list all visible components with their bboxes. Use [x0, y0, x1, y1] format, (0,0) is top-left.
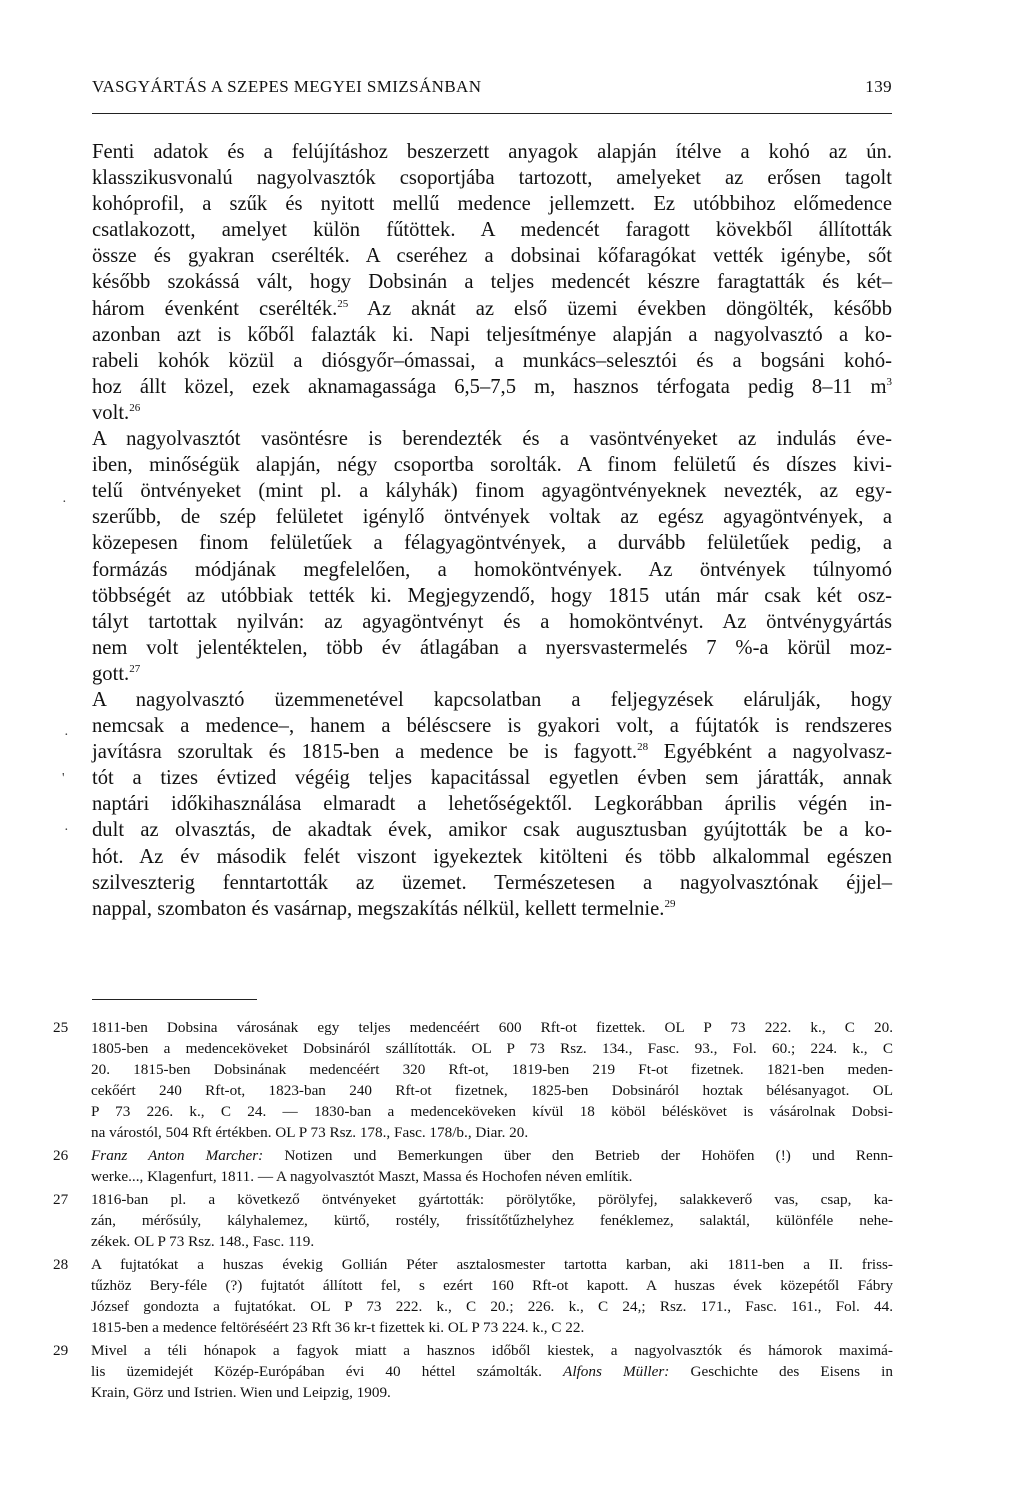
footnote-line: zékek. OL P 73 Rsz. 148., Fasc. 119. — [91, 1233, 315, 1250]
author-name: Franz Anton Marcher: — [91, 1147, 264, 1164]
footnote — [53, 1254, 893, 1338]
body-text-run: össze és gyakran cserélték. A cseréhez a dobsinai kőfaragókat vették igénybe, sőt — [92, 245, 892, 268]
body-line — [92, 400, 892, 426]
footnote-ref: 25 — [337, 297, 349, 310]
footnote-number: 25 — [53, 1019, 69, 1036]
footnote-line: lis üzemidejét Közép-Európában évi 40 héttel számolták. Alfons Müller: Geschichte des Eisens in — [91, 1363, 893, 1380]
footnote-ref: 26 — [129, 401, 141, 414]
body-text-run: dult az olvasztás, de akadtak évek, amikor csak augusztusban gyújtották be a ko- — [92, 819, 892, 842]
body-text-run: javításra szorultak és 1815-ben a medence be is fagyott. — [92, 741, 638, 764]
body-line — [92, 609, 892, 635]
footnote-ref: 28 — [637, 741, 649, 754]
running-header — [92, 77, 892, 101]
margin-mark: · — [64, 823, 69, 838]
body-line — [92, 296, 892, 322]
body-line — [92, 557, 892, 583]
body-line — [92, 322, 892, 348]
body-line — [92, 452, 892, 478]
body-line — [92, 478, 892, 504]
footnote-line: József gondozta a fujtatókat. OL P 73 222. k., C 20.; 226. k., C 24,; Rsz. 171., Fasc. 161., Fol. 44. — [91, 1298, 893, 1315]
body-text-run: volt. — [92, 401, 130, 424]
body-text-run: nemcsak a medence–, hanem a béléscsere is gyakori volt, a fújtatók is rendszeres — [92, 715, 892, 738]
footnote-line: na várostól, 504 Rft értékben. OL P 73 Rsz. 178., Fasc. 178/b., Diar. 20. — [91, 1124, 529, 1141]
body-text-run: Egyébként a nagyolvasz- — [648, 741, 892, 764]
body-line — [92, 870, 892, 896]
body-text-run: később szokássá vált, hogy Dobsinán a teljes medencét készre faragtatták és két– — [92, 271, 892, 294]
footnote-line: cekőért 240 Rft-ot, 1823-ban 240 Rft-ot fizetnek, 1825-ben Dobsináról hoztak bélésanyagot. OL — [91, 1082, 893, 1099]
footnote — [53, 1340, 893, 1403]
body-text-run: csatlakozott, amelyet külön fűtöttek. A medencét faragott kövekből állították — [92, 219, 892, 242]
footnote-line: 1811-ben Dobsina városának egy teljes medencéért 600 Rft-ot fizettek. OL P 73 222. k., C 20. — [91, 1019, 893, 1036]
body-line — [92, 661, 892, 687]
body-line — [92, 191, 892, 217]
body-text-run: azonban azt is kőből falazták ki. Napi teljesítménye alapján a nagyolvasztó a ko- — [92, 323, 892, 346]
body-line — [92, 739, 892, 765]
footnote-number: 28 — [53, 1256, 69, 1273]
body-line — [92, 791, 892, 817]
margin-mark: ' — [62, 771, 65, 786]
body-text-run: Az aknát az első üzemi években döngölték, később — [348, 297, 893, 320]
body-line — [92, 896, 892, 922]
footnote-line: tűzhöz Bery-féle (?) fujtatót állított fel, s ezért 160 Rft-ot kapott. A huszas évek közepétől Fábry — [91, 1277, 893, 1294]
body-line — [92, 348, 892, 374]
body-line — [92, 269, 892, 295]
body-text-run: közepesen finom felületűek a félagyagöntvények, a durvább felületűek pedig, a — [92, 532, 892, 555]
body-text-run: telű öntvényeket (mint pl. a kályhák) finom agyagöntvényeknek nevezték, az egy- — [92, 480, 892, 503]
body-line — [92, 426, 892, 452]
margin-mark: · — [62, 495, 67, 510]
body-text-run: többségét az utóbbiak tették ki. Megjegyzendő, hogy 1815 után már csak két osz- — [92, 584, 892, 607]
body-text-run: tót a tizes évtized végéig teljes kapacitással egyetlen évben sem járatták, annak — [92, 767, 892, 790]
body-text-run: Fenti adatok és a felújításhoz beszerzett anyagok alapján ítélve a kohó az ún. — [92, 141, 892, 163]
body-text-run: szilveszterig fenntartották az üzemet. Természetesen a nagyolvasztónak éjjel– — [92, 871, 892, 894]
body-line — [92, 765, 892, 791]
footnote-line: zán, mérősúly, kályhalemez, kürtő, rostély, frissítőtűzhelyhez fenéklemez, salaktál, különféle nehe- — [91, 1212, 893, 1229]
body-line — [92, 844, 892, 870]
body-line — [92, 165, 892, 191]
body-line — [92, 217, 892, 243]
footnote-line: 1816-ban pl. a következő öntvényeket gyártották: pörölytőke, pörölyfej, salakkeverő vas, csap, ka- — [91, 1191, 893, 1208]
body-text-run: hót. Az év második felét viszont igyekeztek kitölteni és több alkalommal egészen — [92, 845, 892, 868]
header-rule — [92, 113, 892, 114]
page-number: 139 — [865, 77, 892, 96]
body-text-run: három évenként cserélték. — [92, 297, 338, 320]
body-text-run: kohóprofil, a szűk és nyitott mellű medence jellemzett. Ez utóbbihoz előmedence — [92, 193, 892, 216]
body-text-run: A nagyolvasztót vasöntésre is berendezték és a vasöntvényeket az indulás éve- — [92, 428, 892, 451]
body-text-run: iben, minőségük alapján, négy csoportba sorolták. A finom felületű és díszes kivi- — [92, 454, 892, 477]
body-text-run: szerűbb, de szép felületet igénylő öntvények voltak az egész agyagöntvények, a — [92, 506, 892, 529]
body-line — [92, 687, 892, 713]
footnote-number: 27 — [53, 1191, 69, 1208]
footnote-line: Franz Anton Marcher: Notizen und Bemerkungen über den Betrieb der Hohöfen (!) und Renn- — [91, 1147, 893, 1164]
footnote-line: 1805-ben a medenceköveket Dobsináról szállították. OL P 73 Rsz. 134., Fasc. 93., Fol. 60.; 224. k., C — [91, 1040, 893, 1057]
footnotes — [53, 1017, 893, 1405]
body-text-run: naptári időkihasználása elmaradt a lehetőségektől. Legkorábban április végén in- — [92, 793, 892, 816]
footnote-line: 20. 1815-ben Dobsinának medencéért 320 Rft-ot, 1819-ben 219 Ft-ot fizetnek. 1821-ben meden- — [91, 1061, 893, 1078]
body-text-run: nem volt jelentéktelen, több év átlagában a nyersvastermelés 7 %-a körül moz- — [92, 636, 892, 659]
body-text-run: hoz állt közel, ezek aknamagassága 6,5–7,5 m, hasznos térfogata pedig 8–11 m — [92, 375, 887, 398]
running-title: VASGYÁRTÁS A SZEPES MEGYEI SMIZSÁNBAN — [92, 77, 482, 96]
body-line — [92, 374, 892, 400]
body-text-run: rabeli kohók közül a diósgyőr–ómassai, a munkács–selesztói és a bogsáni kohó- — [92, 349, 892, 372]
footnote — [53, 1189, 893, 1252]
footnote-line: Krain, Görz und Istrien. Wien und Leipzig, 1909. — [91, 1384, 391, 1401]
body-line — [92, 583, 892, 609]
body-text-run: formázás módjának megfelelően, a homoköntvények. Az öntvények túlnyomó — [92, 558, 892, 581]
body-text-run: nappal, szombaton és vasárnap, megszakítás nélkül, kellett termelnie. — [92, 897, 665, 920]
body-line — [92, 139, 892, 165]
footnote-ref: 27 — [129, 662, 141, 675]
footnote-line: A fujtatókat a huszas évekig Gollián Péter asztalosmester tartotta karban, aki 1811-ben a II. friss- — [91, 1256, 893, 1273]
footnote-rule — [92, 999, 257, 1000]
footnote-ref: 29 — [664, 897, 676, 910]
body-line — [92, 713, 892, 739]
body-text-run: gott. — [92, 662, 130, 685]
footnote-line: werke..., Klagenfurt, 1811. — A nagyolvasztót Maszt, Massa és Hochofen néven említik. — [91, 1168, 633, 1185]
body-line — [92, 243, 892, 269]
footnote-number: 29 — [53, 1342, 69, 1359]
footnote — [53, 1145, 893, 1187]
body-line — [92, 635, 892, 661]
body-line — [92, 504, 892, 530]
footnote-line: 1815-ben a medence feltöréséért 23 Rft 36 kr-t fizettek ki. OL P 73 224. k., C 22. — [91, 1319, 585, 1336]
body-text-run: A nagyolvasztó üzemmenetével kapcsolatban a feljegyzések elárulják, hogy — [92, 688, 892, 711]
margin-mark: · — [64, 728, 69, 743]
footnote-line: Mivel a téli hónapok a fagyok miatt a hasznos időből kiestek, a nagyolvasztók és hámorok maximá- — [91, 1342, 893, 1359]
body-line — [92, 817, 892, 843]
body-text — [92, 139, 892, 922]
footnote — [53, 1017, 893, 1143]
footnote-number: 26 — [53, 1147, 69, 1164]
body-text-run: klasszikusvonalú nagyolvasztók csoportjába tartozott, amelyeket az erősen tagolt — [92, 167, 892, 190]
body-line — [92, 530, 892, 556]
body-text-run: tályt tartottak nyilván: az agyagöntvényt és a homoköntvényt. Az öntvénygyártás — [92, 610, 892, 633]
footnote-ref: 3 — [886, 375, 892, 388]
footnote-line: P 73 226. k., C 24. — 1830-ban a medenceköveken kívül 18 köböl béléskövet is vásárolnak Dobsi- — [91, 1103, 893, 1120]
author-name: Alfons Müller: — [563, 1363, 670, 1380]
